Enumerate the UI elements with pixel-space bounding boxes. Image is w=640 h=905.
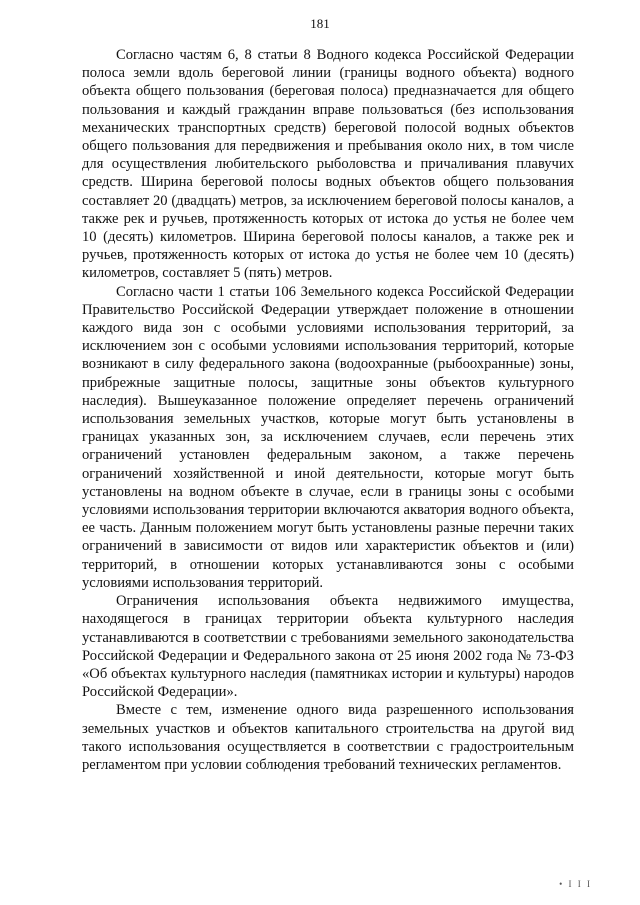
paragraph-water-code: Согласно частям 6, 8 статьи 8 Водного кодекса Российской Федерации полоса земли вдоль береговой линии (границы водного объекта) водного объекта общего пользования (береговая полоса) предназначается для общего пользования и каждый гражданин вправе пользоваться (без использования механических транспортных средств) береговой полосой водных объектов общего пользования для передвижения и пребывания около них, в том числе для осуществления любительского рыболовства и причаливания плавучих средств. Ширина береговой полосы водных объектов общего пользования составляет 20 (двадцать) метров, за исключением береговой полосы каналов, а также рек и ручьев, протяженность которых от истока до устья не более чем 10 (десять) километров. Ширина береговой полосы каналов, а также рек и ручьев, протяженность которых от истока до устья не более чем 10 (десять) километров, составляет 5 (пять) метров. xyxy=(82,47,574,282)
paragraph-land-code: Согласно части 1 статьи 106 Земельного кодекса Российской Федерации Правительство Российской Федерации утверждает положение в отношении каждого вида зон с особыми условиями использования территорий, за исключением зон с особыми условиями использования территорий, которые возникают в силу федерального закона (водоохранные (рыбоохранные) зоны, прибрежные защитные полосы, защитные зоны объектов культурного наследия). Вышеуказанное положение определяет перечень ограничений использования земельных участков, которые могут быть установлены в границах указанных зон, за исключением случаев, если перечень этих ограничений установлен федеральным законом, а также перечень ограничений хозяйственной и иной деятельности, которые могут быть установлены на водном объекте в случае, если в границы зоны с особыми условиями использования территории включаются акватория водного объекта, ее часть. Данным положением могут быть установлены разные перечни таких ограничений в зависимости от видов или характеристик объектов и (или) территорий, в отношении которых устанавливаются зоны с особыми условиями использования территорий. xyxy=(82,283,574,591)
footer-mark: • I I I xyxy=(559,879,592,889)
page-number: 181 xyxy=(310,16,330,31)
paragraph-cultural-heritage: Ограничения использования объекта недвижимого имущества, находящегося в границах территории объекта культурного наследия устанавливаются в соответствии с требованиями земельного законодательства Российской Федерации и Федерального закона от 25 июня 2002 года № 73-ФЗ «Об объектах культурного наследия (памятниках истории и культуры) народов Российской Федерации». xyxy=(82,593,574,701)
document-body xyxy=(82,46,574,774)
paragraph-permitted-use: Вместе с тем, изменение одного вида разрешенного использования земельных участков и объектов капитального строительства на другой вид такого использования осуществляется в соответствии с градостроительным регламентом при условии соблюдения требований технических регламентов. xyxy=(82,702,574,773)
